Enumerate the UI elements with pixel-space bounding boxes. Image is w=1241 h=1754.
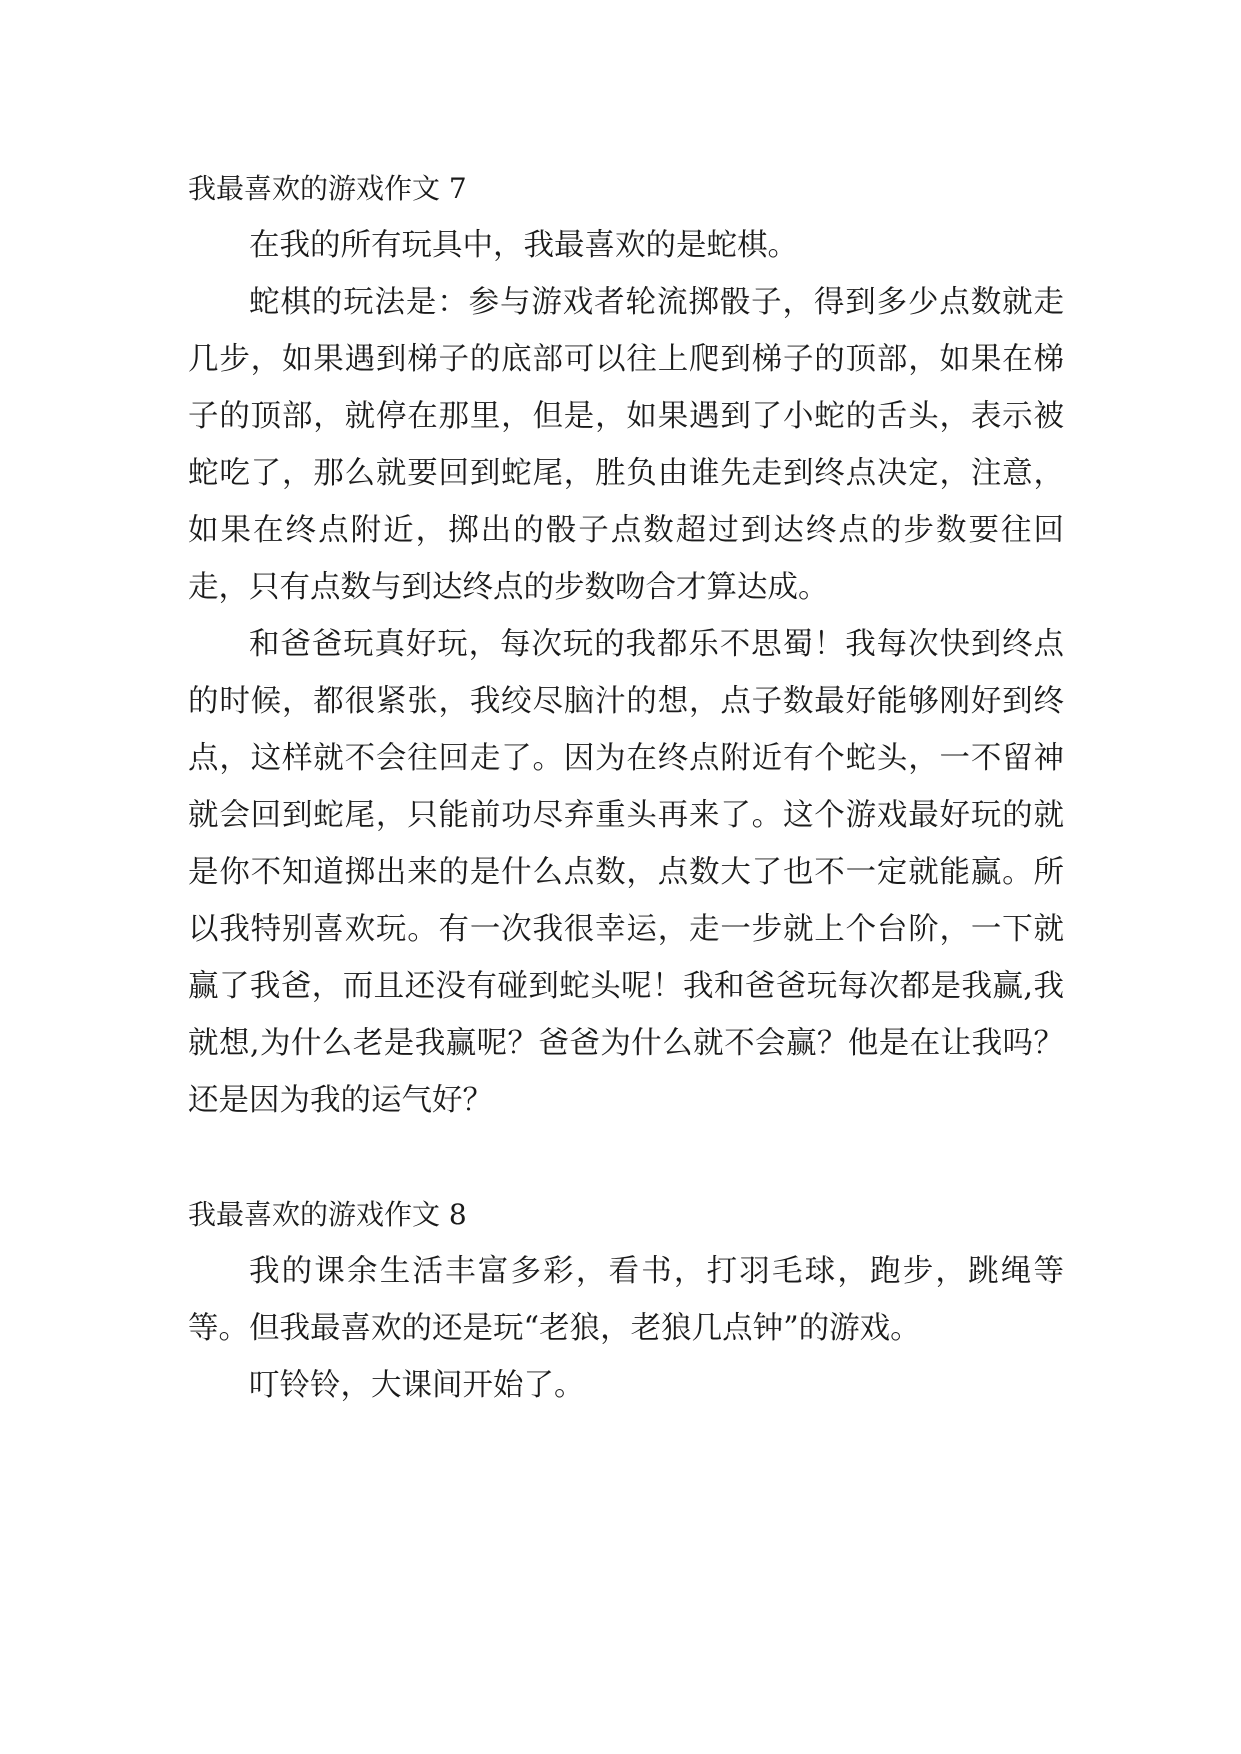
essay-section-7 [188,160,1064,1129]
essay-section-8 [188,1186,1064,1414]
section-title: 我最喜欢的游戏作文 7 [188,172,467,205]
paragraph: 我的课余生活丰富多彩，看书，打羽毛球，跑步，跳绳等等。但我最喜欢的还是玩“老狼，老狼几点钟”的游戏。 [188,1254,1064,1346]
section-title: 我最喜欢的游戏作文 8 [188,1198,467,1231]
paragraph: 和爸爸玩真好玩，每次玩的我都乐不思蜀！我每次快到终点的时候，都很紧张，我绞尽脑汁的想，点子数最好能够刚好到终点，这样就不会往回走了。因为在终点附近有个蛇头，一不留神就会回到蛇尾，只能前功尽弃重头再来了。这个游戏最好玩的就是你不知道掷出来的是什么点数，点数大了也不一定就能赢。所以我特别喜欢玩。有一次我很幸运，走一步就上个台阶，一下就赢了我爸，而且还没有碰到蛇头呢！我和爸爸玩每次都是我赢,我就想,为什么老是我赢呢？爸爸为什么就不会赢？他是在让我吗？还是因为我的运气好？ [188,627,1064,1118]
paragraph: 蛇棋的玩法是：参与游戏者轮流掷骰子，得到多少点数就走几步，如果遇到梯子的底部可以往上爬到梯子的顶部，如果在梯子的顶部，就停在那里，但是，如果遇到了小蛇的舌头，表示被蛇吃了，那么就要回到蛇尾，胜负由谁先走到终点决定，注意，如果在终点附近，掷出的骰子点数超过到达终点的步数要往回走，只有点数与到达终点的步数吻合才算达成。 [188,285,1064,605]
document-page [188,160,1064,1414]
section-spacer [188,1129,1064,1186]
paragraph: 叮铃铃，大课间开始了。 [249,1368,585,1403]
paragraph: 在我的所有玩具中，我最喜欢的是蛇棋。 [249,228,798,263]
